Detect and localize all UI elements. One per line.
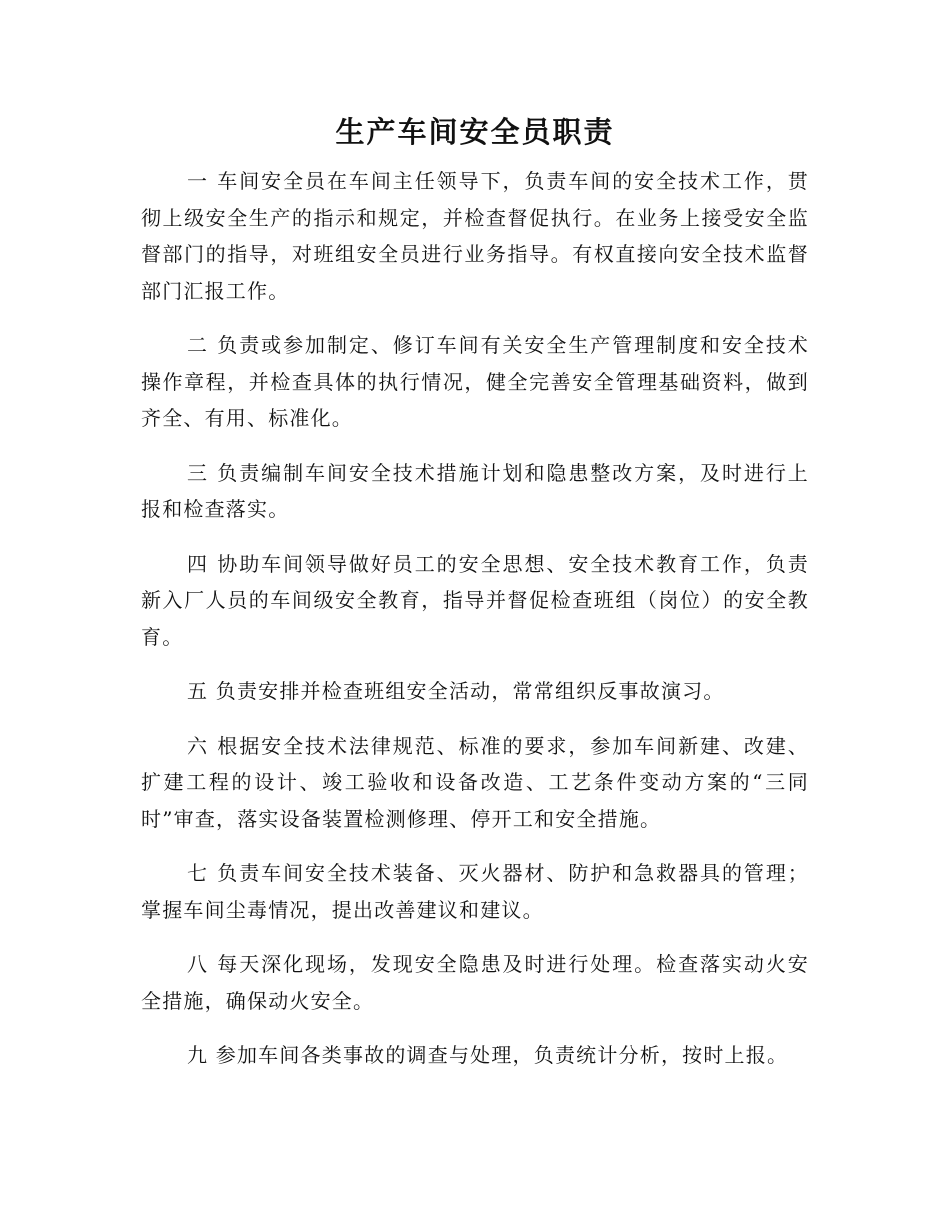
paragraph-5: 五 负责安排并检查班组安全活动，常常组织反事故演习。 — [187, 679, 725, 703]
document-body — [141, 163, 809, 1092]
paragraph-4: 四 协助车间领导做好员工的安全思想、安全技术教育工作，负责新入厂人员的车间级安全教育，指导并督促检查班组（岗位）的安全教育。 — [141, 551, 809, 649]
paragraph-6: 六 根据安全技术法律规范、标准的要求，参加车间新建、改建、扩建工程的设计、竣工验收和设备改造、工艺条件变动方案的“三同时”审查，落实设备装置检测修理、停开工和安全措施。 — [141, 733, 809, 831]
paragraph-2: 二 负责或参加制定、修订车间有关安全生产管理制度和安全技术操作章程，并检查具体的执行情况，健全完善安全管理基础资料，做到齐全、有用、标准化。 — [141, 333, 809, 430]
paragraph-1: 一 车间安全员在车间主任领导下，负责车间的安全技术工作，贯彻上级安全生产的指示和规定，并检查督促执行。在业务上接受安全监督部门的指导，对班组安全员进行业务指导。有权直接向安全技术监督部门汇报工作。 — [141, 169, 809, 303]
paragraph-9: 九 参加车间各类事故的调查与处理，负责统计分析，按时上报。 — [187, 1043, 789, 1067]
document-title: 生产车间安全员职责 — [335, 115, 615, 149]
paragraph-3: 三 负责编制车间安全技术措施计划和隐患整改方案，及时进行上报和检查落实。 — [141, 460, 809, 521]
paragraph-7: 七 负责车间安全技术装备、灭火器材、防护和急救器具的管理；掌握车间尘毒情况，提出改善建议和建议。 — [141, 861, 809, 922]
paragraph-8: 八 每天深化现场，发现安全隐患及时进行处理。检查落实动火安全措施，确保动火安全。 — [141, 952, 809, 1013]
